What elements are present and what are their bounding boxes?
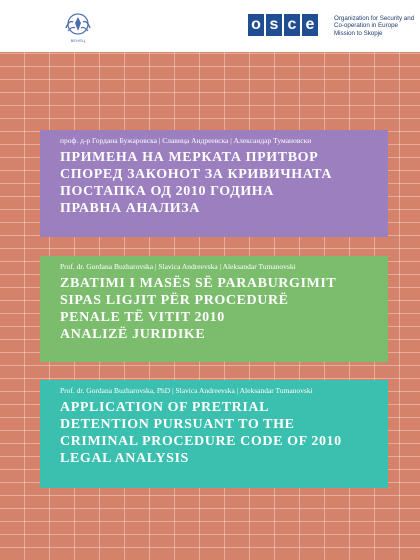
osce-letter-s: s — [266, 14, 282, 36]
osce-letter-boxes — [248, 14, 320, 36]
title-line: LEGAL ANALYSIS — [60, 451, 189, 466]
title-line: APPLICATION OF PRETRIAL — [60, 400, 270, 415]
osce-letter-e: e — [302, 14, 318, 36]
title-line: CRIMINAL PROCEDURE CODE OF 2010 — [60, 434, 342, 449]
title-line: SIPAS LIGJIT PËR PROCEDURË — [60, 293, 289, 308]
institute-logo — [60, 12, 96, 46]
title-line: ZBATIMI I MASËS SË PARABURGIMIT — [60, 276, 337, 291]
institute-emblem-icon — [60, 12, 96, 38]
title-albanian — [60, 275, 378, 343]
title-panel-english — [40, 380, 388, 488]
title-line: ПРАВНА АНАЛИЗА — [60, 201, 200, 216]
header-bar — [0, 0, 420, 52]
authors-albanian: Prof. dr. Gordana Buzharovska | Slavica Andreevska | Aleksandar Tumanovski — [60, 262, 296, 271]
osce-organization-name — [334, 15, 420, 37]
title-line: ПОСТАПКА ОД 2010 ГОДИНА — [60, 184, 275, 199]
osce-text-line-3: Mission to Skopje — [334, 29, 383, 37]
osce-text-line-1: Organization for Security and — [334, 15, 415, 22]
title-line: СПОРЕД ЗАКОНОТ ЗА КРИВИЧНАТА — [60, 167, 333, 182]
authors-english: Prof. dr. Gordana Buzharovska, PhD | Slavica Andreevska | Aleksandar Tumanovski — [60, 386, 313, 395]
title-panel-albanian — [40, 256, 388, 362]
osce-letter-c: c — [284, 14, 300, 36]
title-english — [60, 399, 378, 467]
institute-logo-caption: ВЕНЕЦ — [70, 38, 86, 43]
osce-text-line-2: Co-operation in Europe — [334, 22, 398, 30]
title-line: ANALIZË JURIDIKE — [60, 327, 206, 342]
title-line: PENALE TË VITIT 2010 — [60, 310, 225, 325]
title-line: DETENTION PURSUANT TO THE — [60, 417, 295, 432]
title-line: ПРИМЕНА НА МЕРКАТА ПРИТВОР — [60, 150, 319, 165]
title-macedonian — [60, 149, 378, 217]
osce-letter-o: o — [248, 14, 264, 36]
title-panel-macedonian — [40, 130, 388, 237]
authors-macedonian: проф. д-р Гордана Бужаровска | Славица Андреевска | Александар Тумановски — [60, 136, 312, 145]
